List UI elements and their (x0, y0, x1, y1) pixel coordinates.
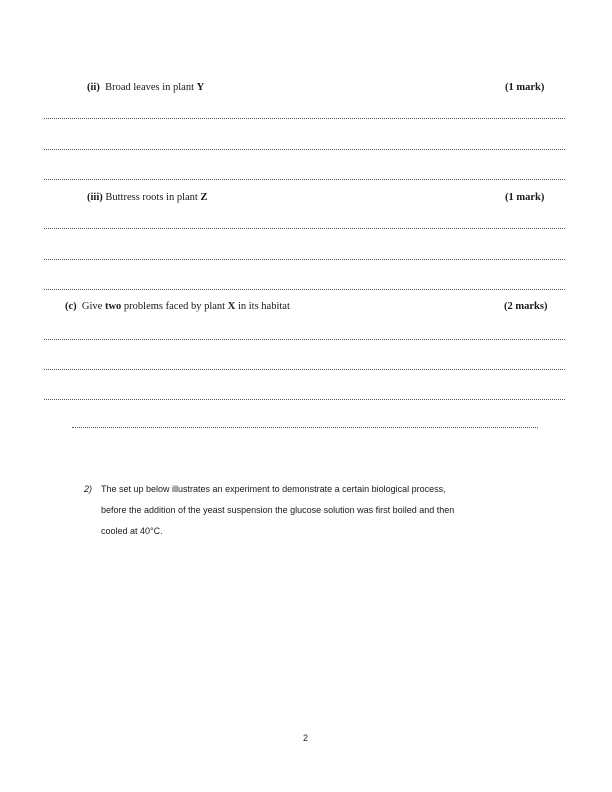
question-iii-label: (iii) (87, 192, 103, 203)
question-ii-label: (ii) (87, 82, 100, 93)
answer-line[interactable] (44, 289, 565, 290)
question-2-number: 2) (84, 484, 93, 494)
question-c-text: problems faced by plant (121, 301, 228, 312)
question-2-line: before the addition of the yeast suspension the glucose solution was first boiled and then (101, 505, 455, 515)
plant-z-label: Z (200, 192, 208, 203)
answer-line[interactable] (44, 339, 565, 340)
question-iii (87, 192, 207, 203)
plant-x-label: X (227, 301, 236, 312)
question-ii (87, 82, 204, 93)
question-2-line: cooled at 40°C. (101, 526, 163, 536)
emphasis-two: two (104, 301, 122, 312)
answer-line[interactable] (44, 399, 565, 400)
question-ii-marks: (1 mark) (505, 82, 545, 93)
answer-line[interactable] (44, 149, 565, 150)
answer-line[interactable] (72, 427, 538, 428)
page-number: 2 (303, 733, 309, 743)
question-iii-text: Buttress roots in plant (105, 192, 201, 203)
question-c-label: (c) (65, 301, 77, 312)
question-c-text: Give (81, 301, 105, 312)
question-c-marks: (2 marks) (504, 301, 548, 312)
question-ii-text: Broad leaves in plant (105, 82, 197, 93)
plant-y-label: Y (196, 82, 205, 93)
answer-line[interactable] (44, 228, 565, 229)
question-2-line: The set up below illustrates an experiment to demonstrate a certain biological process, (101, 484, 446, 494)
answer-line[interactable] (44, 259, 565, 260)
answer-line[interactable] (44, 118, 565, 119)
question-iii-marks: (1 mark) (505, 192, 545, 203)
question-c-text: in its habitat (235, 301, 290, 312)
answer-line[interactable] (44, 179, 565, 180)
question-c (65, 301, 290, 312)
answer-line[interactable] (44, 369, 565, 370)
